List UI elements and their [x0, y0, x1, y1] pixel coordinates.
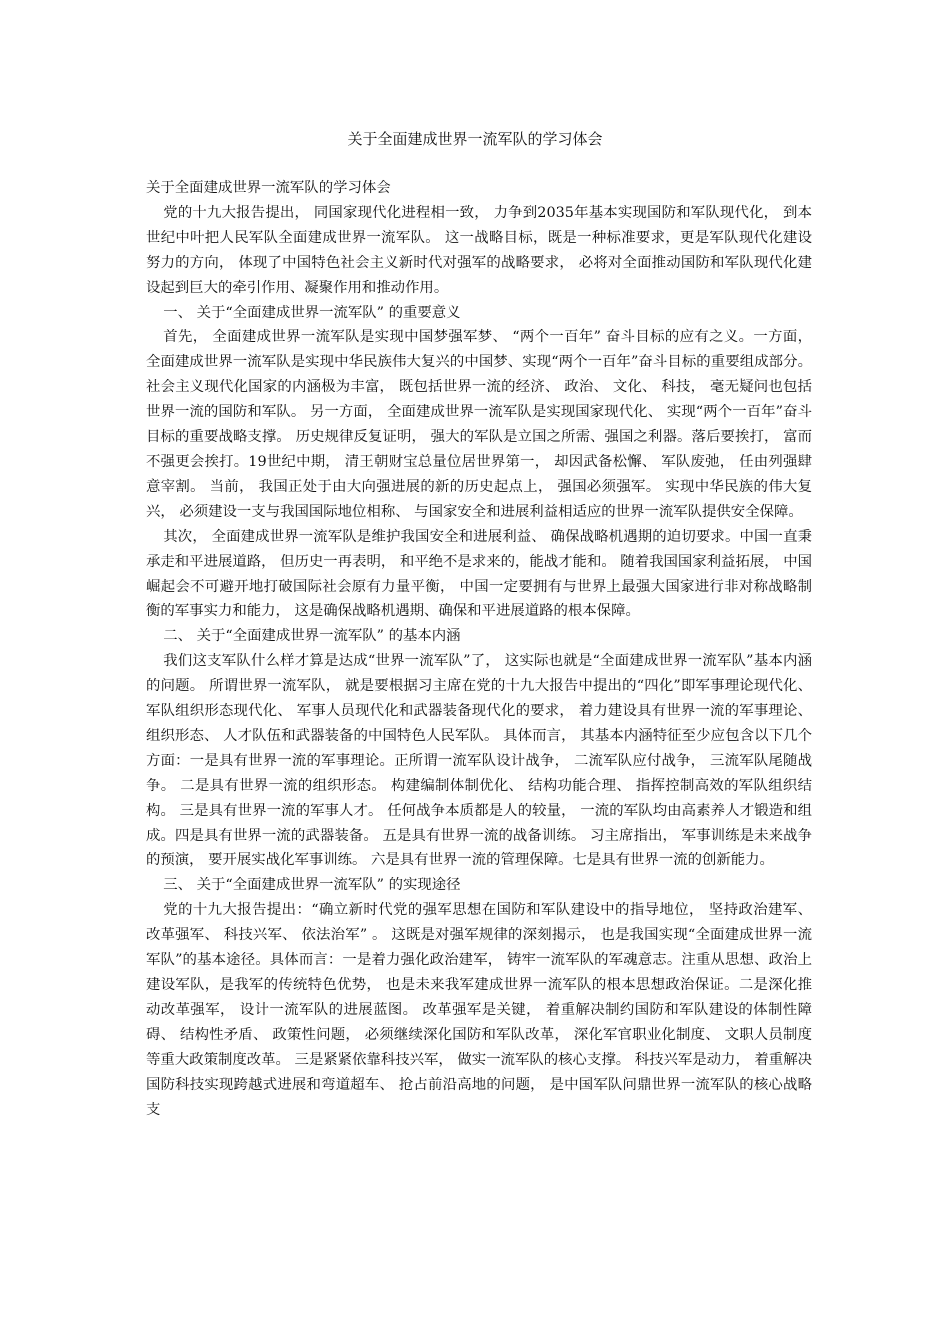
body-paragraph: 首先， 全面建成世界一流军队是实现中国梦强军梦、 “两个一百年” 奋斗目标的应有之义。一方面， 全面建成世界一流军队是实现中华民族伟大复兴的中国梦、实现“两个一百年”奋斗目标的重要组成部分。 社会主义现代化国家的内涵极为丰富， 既包括世界一流的经济、 政治、 文化、 科技， 毫无疑问也包括世界一流的国防和军队。 另一方面， 全面建成世界一流军队是实现国家现代化、 实现“两个一百年”奋斗目标的重要战略支撑。 历史规律反复证明， 强大的军队是立国之所需、强国之利器。落后要挨打， 富而不强更会挨打。19世纪中期， 清王朝财宝总量位居世界第一， 却因武备松懈、 军队废弛， 任由列强肆意宰割。 当前， 我国正处于由大向强进展的新的历史起点上， 强国必须强军。 实现中华民族的伟大复兴， 必须建设一支与我国国际地位相称、 与国家安全和进展利益相适应的世界一流军队提供安全保障。	[146, 329, 812, 520]
body-paragraph: 其次， 全面建成世界一流军队是维护我国安全和进展利益、 确保战略机遇期的迫切要求。中国一直秉承走和平进展道路， 但历史一再表明， 和平绝不是求来的，能战才能和。 随着我国国家利益拓展， 中国崛起会不可避开地打破国际社会原有力量平衡， 中国一定要拥有与世界上最强大国家进行非对称战略制衡的军事实力和能力， 这是确保战略机遇期、确保和平进展道路的根本保障。	[146, 528, 812, 620]
body-paragraph: 我们这支军队什么样才算是达成“世界一流军队”了， 这实际也就是“全面建成世界一流军队”基本内涵的问题。 所谓世界一流军队， 就是要根据习主席在党的十九大报告中提出的“四化”即军事理论现代化、 军队组织形态现代化、 军事人员现代化和武器装备现代化的要求， 着力建设具有世界一流的军事理论、 组织形态、 人才队伍和武器装备的中国特色人民军队。 具体而言， 其基本内涵特征至少应包含以下几个方面：一是具有世界一流的军事理论。正所谓一流军队设计战争， 二流军队应付战争， 三流军队尾随战争。 二是具有世界一流的组织形态。 构建编制体制优化、 结构功能合理、 指挥控制高效的军队组织结构。 三是具有世界一流的军事人才。 任何战争本质都是人的较量， 一流的军队均由高素养人才锻造和组成。四是具有世界一流的武器装备。 五是具有世界一流的战备训练。 习主席指出， 军事训练是未来战争的预演， 要开展实战化军事训练。 六是具有世界一流的管理保障。七是具有世界一流的创新能力。	[146, 653, 812, 869]
section-heading: 三、 关于“全面建成世界一流军队” 的实现途径	[163, 877, 461, 894]
body-paragraph: 党的十九大报告提出， 同国家现代化进程相一致， 力争到2035年基本实现国防和军队现代化， 到本世纪中叶把人民军队全面建成世界一流军队。 这一战略目标，既是一种标准要求，更是军队现代化建设努力的方向， 体现了中国特色社会主义新时代对强军的战略要求， 必将对全面推动国防和军队现代化建设起到巨大的牵引作用、凝聚作用和推动作用。	[146, 204, 812, 296]
body-paragraph: 党的十九大报告提出：“确立新时代党的强军思想在国防和军队建设中的指导地位， 坚持政治建军、 改革强军、 科技兴军、 依法治军” 。 这既是对强军规律的深刻揭示， 也是我国实现“全面建成世界一流军队”的基本途径。具体而言：一是着力强化政治建军， 铸牢一流军队的军魂意志。注重从思想、政治上建设军队，是我军的传统特色优势， 也是未来我军建成世界一流军队的根本思想政治保证。二是深化推动改革强军， 设计一流军队的进展蓝图。 改革强军是关键， 着重解决制约国防和军队建设的体制性障碍、 结构性矛盾、 政策性问题， 必须继续深化国防和军队改革， 深化军官职业化制度、 文职人员制度等重大政策制度改革。 三是紧紧依靠科技兴军， 做实一流军队的核心支撑。 科技兴军是动力， 着重解决国防科技实现跨越式进展和弯道超车、 抢占前沿高地的问题， 是中国军队问鼎世界一流军队的核心战略支	[146, 902, 812, 1118]
section-heading: 二、 关于“全面建成世界一流军队” 的基本内涵	[163, 628, 461, 645]
document-title: 关于全面建成世界一流军队的学习体会	[347, 130, 603, 148]
document-body	[146, 176, 812, 1122]
document-subtitle: 关于全面建成世界一流军队的学习体会	[146, 180, 391, 196]
section-heading: 一、 关于“全面建成世界一流军队” 的重要意义	[163, 304, 461, 321]
